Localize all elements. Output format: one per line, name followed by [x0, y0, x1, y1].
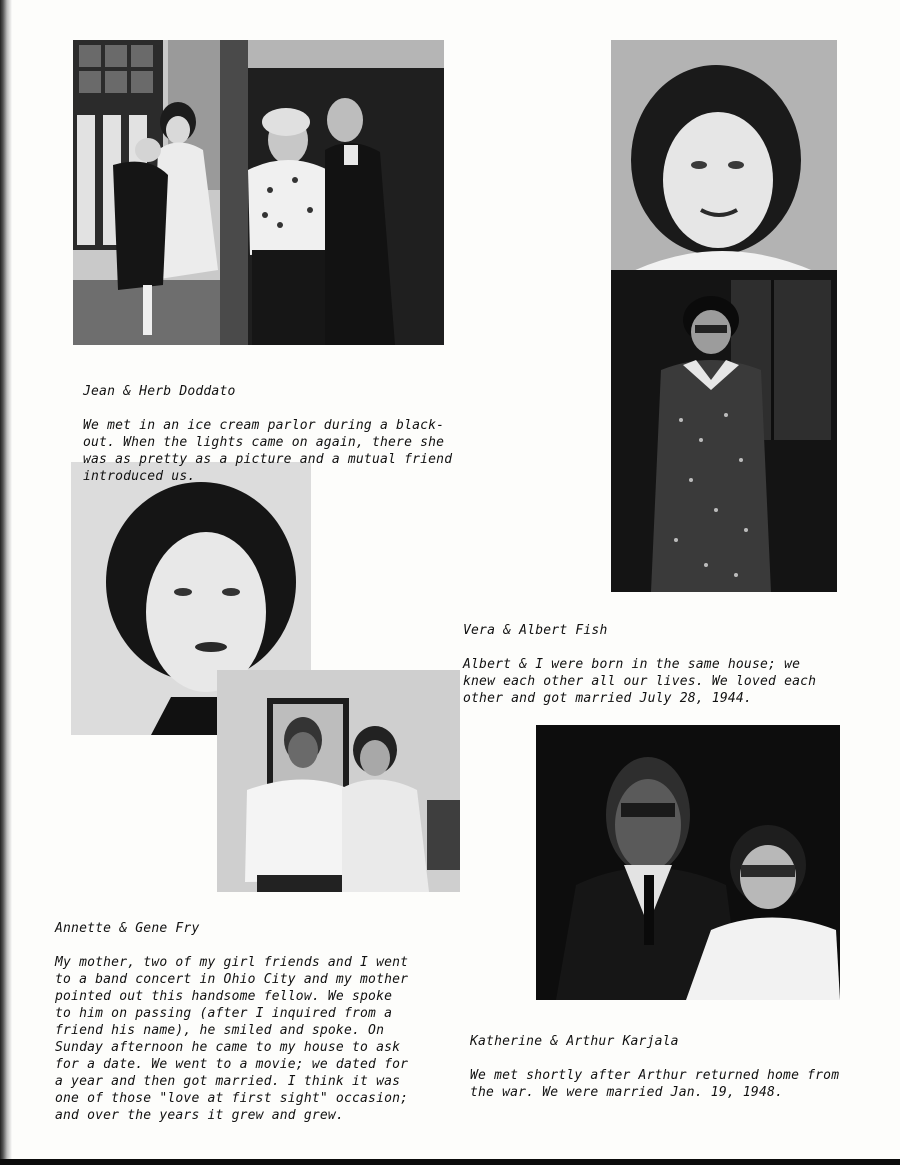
doddato-names: Jean & Herb Doddato — [83, 384, 236, 399]
fry-recent-photo — [217, 670, 460, 892]
doddato-young-photo — [73, 40, 223, 345]
karjala-names: Katherine & Arthur Karjala — [470, 1034, 679, 1049]
fish-recent-photo — [611, 270, 837, 592]
fry-names: Annette & Gene Fry — [55, 921, 200, 936]
page-binding-edge — [0, 0, 12, 1165]
fish-young-portrait — [611, 40, 837, 272]
doddato-recent-photo — [220, 40, 444, 345]
fish-names: Vera & Albert Fish — [463, 623, 608, 638]
doddato-caption — [83, 366, 503, 502]
doddato-story: We met in an ice cream parlor during a black- out. When the lights came on again, there she was as pretty as a picture and a mutual friend introduced us. — [83, 418, 453, 484]
karjala-caption — [470, 1016, 890, 1118]
fry-story: My mother, two of my girl friends and I went to a band concert in Ohio City and my mother pointed out this handsome fellow. We spoke to him on passing (after I inquired from a friend his name), he smiled and spoke. On Sunday afternoon he came to my house to ask for a date. We went to a movie; we dated for a year and then got married. I think it was one of those "love at first sight" occasion; and over the years it grew and grew. — [55, 955, 409, 1123]
karjala-photo — [536, 725, 840, 1000]
fish-story: Albert & I were born in the same house; we knew each other all our lives. We loved each other and got married July 28, 1944. — [463, 657, 817, 706]
fry-caption — [55, 903, 475, 1141]
page-bottom-edge — [0, 1159, 900, 1165]
fish-caption — [463, 605, 883, 724]
karjala-story: We met shortly after Arthur returned home from the war. We were married Jan. 19, 1948. — [470, 1068, 840, 1100]
